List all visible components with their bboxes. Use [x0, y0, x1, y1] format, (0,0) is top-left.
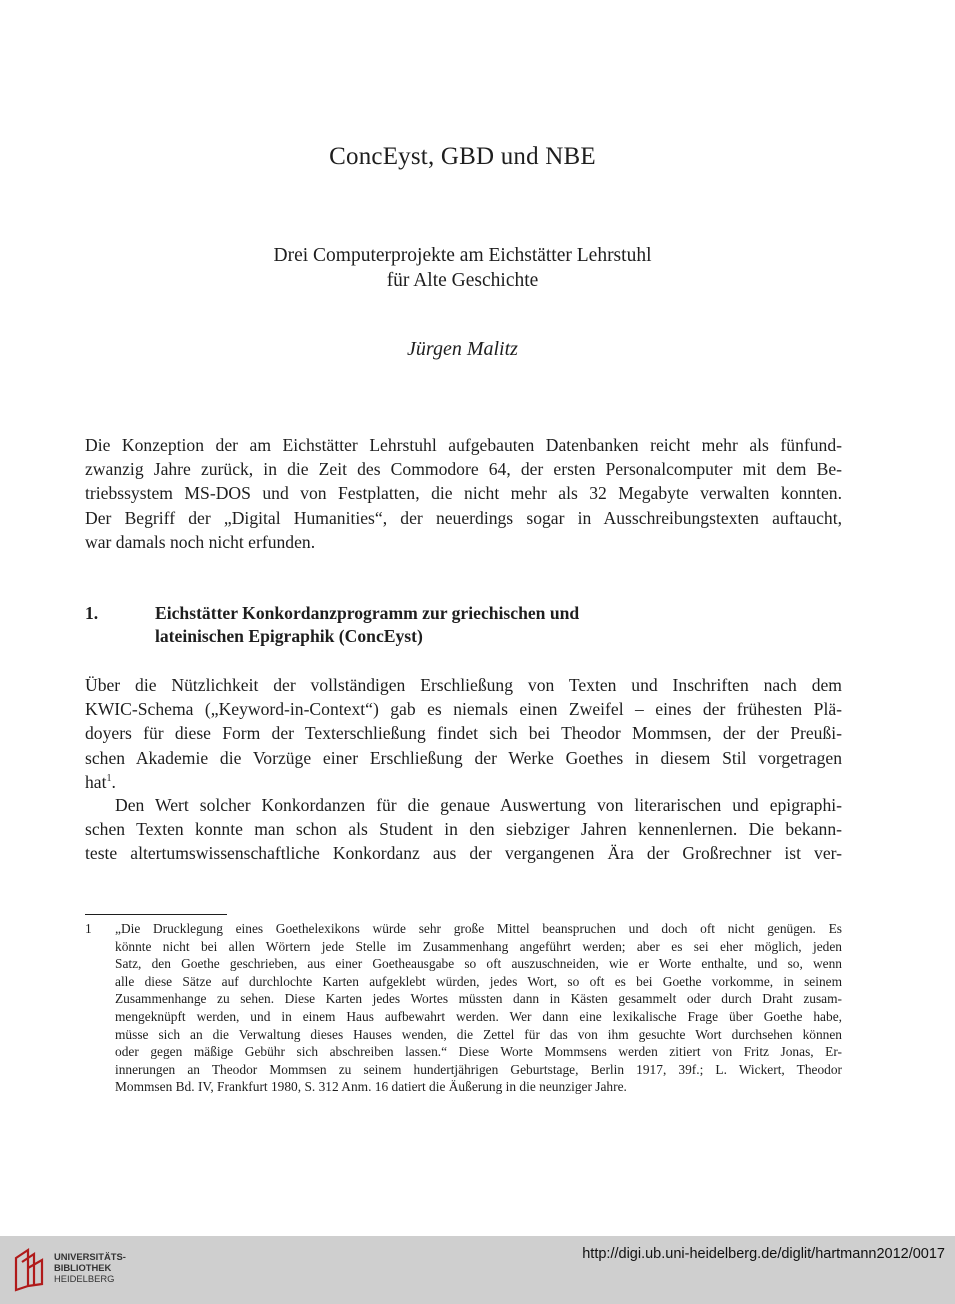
body-paragraph-1 — [85, 673, 842, 794]
footnote-line: könnte nicht bei allen Wörtern jede Stelle im Zusammenhang angeführt werden; aber es sei eher möglich, jeden — [115, 938, 842, 954]
footnote-line: innerungen an Theodor Mommsen zu seinem hundertjährigen Geburtstage, Berlin 1917, 39f.; L. Wickert, Theodor — [115, 1061, 842, 1077]
subtitle-line-1: Drei Computerprojekte am Eichstätter Lehrstuhl — [273, 245, 652, 266]
body-paragraph-2 — [85, 793, 842, 866]
footnote-number: 1 — [85, 921, 92, 936]
body-last-word: hat — [85, 771, 107, 792]
abstract-paragraph — [85, 433, 842, 554]
body-line: schen Texten konnte man schon als Student in den siebziger Jahren kennenlernen. Die bekann- — [85, 819, 842, 840]
footnote-line: „Die Drucklegung eines Goethelexikons würde sehr große Mittel beanspruchen und doch oft nicht genügen. Es — [115, 921, 842, 936]
footnote-divider — [85, 914, 227, 915]
section-title-line-2: lateinischen Epigraphik (ConcEyst) — [155, 626, 423, 646]
author-name: Jürgen Malitz — [407, 338, 518, 360]
abstract-line: zwanzig Jahre zurück, in die Zeit des Commodore 64, der ersten Personalcomputer mit dem Be- — [85, 459, 842, 480]
footnote-line: Mommsen Bd. IV, Frankfurt 1980, S. 312 Anm. 16 datiert die Äußerung in die neunziger Jahre. — [115, 1079, 627, 1095]
footnote-line: mengeknüpft werden, und in einem Haus aufbewahrt werden. Wer dann eine lexikalische Frage über Goethe habe, — [115, 1008, 842, 1024]
abstract-line: Die Konzeption der am Eichstätter Lehrstuhl aufgebauten Datenbanken reicht mehr als fünfund- — [85, 435, 842, 455]
subtitle-line-2: für Alte Geschichte — [386, 270, 539, 291]
body-line: schen Akademie die Vorzüge einer Erschließung der Werke Goethes in diesem Stil vorgetragen — [85, 747, 842, 768]
footnote-line: alle diese Sätze auf durchlochte Karten aufgeklebt würden, jedes Wort, so oft es bei Goethe vorkomme, in seinem — [115, 973, 842, 989]
footnote-line: müsse sich an die Verwaltung dieses Hauses wenden, die Zettel für das von ihm gesuchte Wort durchsehen können — [115, 1026, 842, 1042]
footnote-reference[interactable]: 1 — [106, 772, 112, 784]
body-line-last — [85, 770, 842, 794]
ub-heidelberg-logo-icon[interactable] — [12, 1246, 48, 1292]
body-line: Über die Nützlichkeit der vollständigen Erschließung von Texten und Inschriften nach dem — [85, 675, 842, 695]
footnote-text — [115, 920, 842, 1096]
body-line: KWIC-Schema („Keyword-in-Context“) gab es niemals einen Zweifel – eines der frühesten Plä- — [85, 699, 842, 720]
subtitle — [0, 243, 925, 293]
footnote-line: Zusammenhange zu sehen. Diese Karten jedes Wortes müssten dann in Kästen gesammelt oder durch Draht zusam- — [115, 991, 842, 1007]
body-period: . — [111, 771, 116, 792]
section-number: 1. — [85, 603, 99, 623]
abstract-line: triebssystem MS-DOS und von Festplatten, die nicht mehr als 32 Megabyte verwalten konnten. — [85, 483, 842, 504]
library-logo-text[interactable] — [54, 1251, 126, 1284]
body-line: teste altertumswissenschaftliche Konkordanz aus der vergangenen Ära der Großrechner ist ver- — [85, 843, 842, 864]
logo-line-3: HEIDELBERG — [54, 1273, 115, 1284]
logo-line-2: BIBLIOTHEK — [54, 1262, 112, 1273]
footnote-line: Satz, den Goethe geschrieben, aus einer Goetheausgabe so oft auszuschneiden, wie er Worte enthalte, und so, wenn — [115, 956, 842, 972]
logo-line-1: UNIVERSITÄTS- — [54, 1251, 126, 1262]
body-line: Den Wert solcher Konkordanzen für die genaue Auswertung von literarischen und epigraphi- — [115, 795, 842, 815]
abstract-line: Der Begriff der „Digital Humanities“, der neuerdings sogar in Ausschreibungstexten auftaucht, — [85, 507, 842, 528]
section-title — [155, 602, 579, 648]
body-line: doyers für diese Form der Texterschließung findet sich bei Theodor Mommsen, der der Preußi- — [85, 723, 842, 744]
permalink-url[interactable]: http://digi.ub.uni-heidelberg.de/diglit/hartmann2012/0017 — [582, 1246, 945, 1262]
section-title-line-1: Eichstätter Konkordanzprogramm zur griechischen und — [155, 603, 580, 623]
abstract-line: war damals noch nicht erfunden. — [85, 531, 316, 552]
footnote-line: oder gegen mäßige Gebühr sich abschreiben lassen.“ Diese Worte Mommsens werden zitiert von Fritz Jonas, Er- — [115, 1044, 842, 1060]
page-title: ConcEyst, GBD und NBE — [329, 143, 596, 170]
